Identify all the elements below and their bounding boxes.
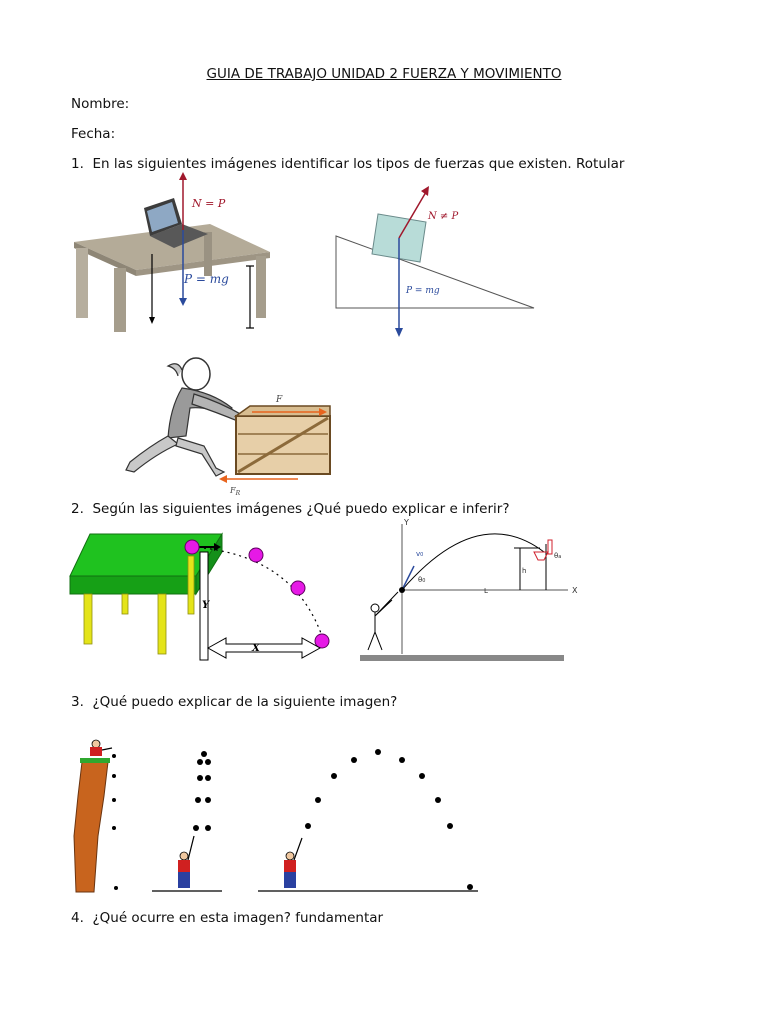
ball [315,797,321,803]
question-3 [71,694,397,710]
y-axis-label: Y [404,518,409,527]
force-label: F [276,395,283,405]
person-arm [188,836,194,860]
normal-label: N = P [192,197,226,210]
h-label: h [522,567,527,575]
table-leg [114,268,126,332]
ball [249,548,263,562]
table-top [70,534,222,576]
weight-arrowhead [179,298,187,306]
ball [205,759,211,765]
person-arm [102,748,112,750]
table-forces-figure [70,170,280,340]
person-body [90,747,102,756]
person-hair [168,364,182,376]
ball [197,775,203,781]
person-body [178,860,190,872]
table-projectile-figure [66,530,342,666]
ball [447,823,453,829]
friction-label: $F_R$ [230,486,241,497]
person-head [180,852,188,860]
ball [331,773,337,779]
person-head [286,852,294,860]
table-leg [256,256,266,318]
question-2 [71,501,510,517]
normal-label: N ≠ P [428,211,459,222]
ball [291,581,305,595]
person-body [284,860,296,872]
weight-label: P = mg [406,286,440,296]
push-crate-figure [120,350,340,500]
ball [399,757,405,763]
weight-label: P = mg [184,272,229,286]
ball [435,797,441,803]
stone [112,826,116,830]
theta0-label: θ0 [418,576,426,584]
ball [195,797,201,803]
stone [112,798,116,802]
normal-arrowhead [179,172,187,180]
person-leg [126,436,178,472]
cliff-grass [80,758,110,763]
v0-label: v0 [416,550,424,558]
person-head [182,358,210,390]
cliff [74,762,108,892]
table-leg [204,232,212,276]
table-leg [158,594,166,654]
ball [375,749,381,755]
stone [112,754,116,758]
incline-forces-figure [330,180,540,340]
question-number: 1. [71,156,84,172]
person-head [92,740,100,748]
person-leg [176,438,224,476]
person-legs [178,872,190,888]
thetaa-label: θa [554,552,562,560]
ball [399,587,405,593]
x-label: X [252,643,260,654]
ball [467,884,473,890]
x-axis-label: X [572,586,578,595]
ball [205,775,211,781]
free-fall-figure [72,736,482,898]
table-leg [76,248,88,318]
ball [205,797,211,803]
question-number: 4. [71,910,84,926]
date-label: Fecha: [71,126,116,142]
crate-top [236,406,330,416]
height-arrowhead [149,317,155,324]
question-4 [71,910,383,926]
ball [419,773,425,779]
table-leg [84,594,92,644]
player-body [368,592,398,650]
stone [114,886,118,890]
question-number: 2. [71,501,84,517]
person-legs [284,872,296,888]
player-head [371,604,379,612]
velocity-vector [402,566,414,590]
ball [193,825,199,831]
weight-arrowhead [395,328,403,337]
table-leg [188,556,194,614]
ball [185,540,199,554]
table-edge [70,576,196,594]
l-label: L [484,587,488,595]
incline-plane [336,236,534,308]
question-text: En las siguientes imágenes identificar los tipos de fuerzas que existen. Rotular [92,156,625,172]
ball [305,823,311,829]
question-text: ¿Qué puedo explicar de la siguiente imagen? [92,694,398,710]
table-leg [122,594,128,614]
person-arm [294,838,302,860]
ground [360,655,564,661]
stone [112,774,116,778]
friction-arrowhead [219,475,227,483]
width-arrow [208,638,320,658]
name-label: Nombre: [71,96,130,112]
ball [197,759,203,765]
worksheet-title: GUIA DE TRABAJO UNIDAD 2 FUERZA Y MOVIMIENTO [206,66,562,82]
question-text: Según las siguientes imágenes ¿Qué puedo explicar e inferir? [92,501,510,517]
ball [205,825,211,831]
question-number: 3. [71,694,84,710]
y-label: Y [202,600,210,611]
basketball-figure [358,516,588,664]
ball [351,757,357,763]
question-text: ¿Qué ocurre en esta imagen? fundamentar [92,910,384,926]
ball [201,751,207,757]
